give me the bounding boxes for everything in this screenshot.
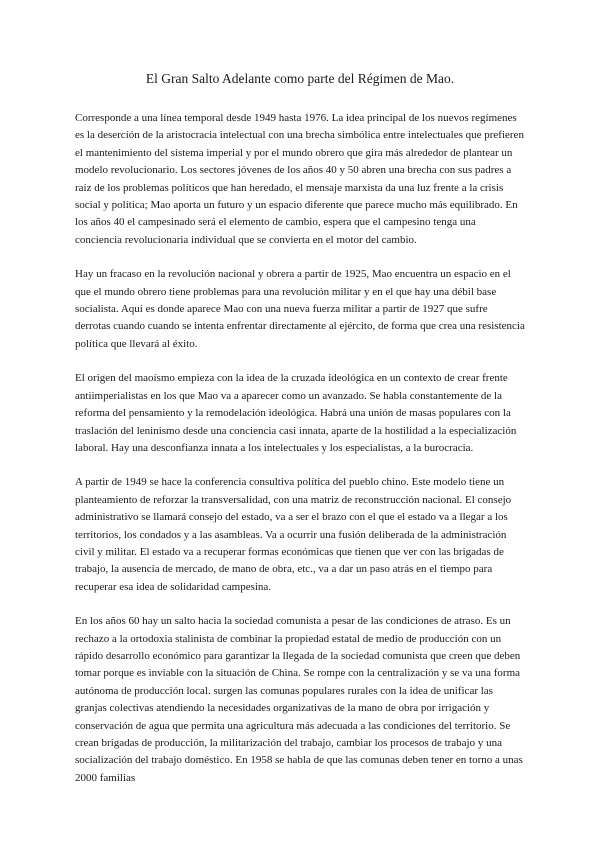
paragraph-4: A partir de 1949 se hace la conferencia consultiva política del pueblo chino. Este modelo tiene un planteamiento de reforzar la transversalidad, con una matriz de reconstrucción nacional. El consejo administrativo se llamará consejo del estado, va a ser el brazo con el que el estado va a llegar a los territorios, los condados y a las asambleas. Va a ocurrir una fusión deliberada de la administración civil y militar. El estado va a recuperar formas económicas que tienen que ver con las brigadas de trabajo, la ausencia de mercado, de mano de obra, etc., va a dar un paso atrás en el tiempo para recuperar esa idea de solidaridad campesina. [75, 476, 512, 593]
paragraph-1: Corresponde a una línea temporal desde 1949 hasta 1976. La idea principal de los nuevos regímenes es la deserción de la aristocracia intelectual con una brecha simbólica entre intelectuales que prefieren el mantenimiento del sistema imperial y por el mundo obrero que gira más alrededor de plantear un modelo revolucionario. Los sectores jóvenes de los años 40 y 50 abren una brecha con sus padres a raíz de los problemas políticos que han heredado, el mensaje marxista da una luz frente a la crisis social y política; Mao aporta un futuro y un espacio diferente que parece mucho más equilibrado. En los años 40 el campesinado será el elemento de cambio, espera que el campesino tenga una conciencia revolucionaria individual que se convierta en el motor del cambio. [75, 112, 524, 246]
paragraph-3: El origen del maoísmo empieza con la idea de la cruzada ideológica en un contexto de crear frente antiimperialistas en los que Mao va a aparecer como un avanzado. Se habla constantemente de la reforma del pensamiento y la remodelación ideológica. Habrá una unión de masas populares con la traslación del leninismo desde una conciencia casi innata, aparte de la hostilidad a la especialización laboral. Hay una desconfianza innata a los intelectuales y los especialistas, a la burocracia. [75, 372, 517, 454]
paragraph-2: Hay un fracaso en la revolución nacional y obrera a partir de 1925, Mao encuentra un espacio en el que el mundo obrero tiene problemas para una revolución militar y en el que hay una débil base socialista. Aquí es donde aparece Mao con una nueva fuerza militar a partir de 1927 que sufre derrotas cuando cuando se intenta enfrentar directamente al ejército, de forma que crea una resistencia política que llevará al éxito. [75, 268, 525, 350]
paragraph-5: En los años 60 hay un salto hacia la sociedad comunista a pesar de las condiciones de atraso. Es un rechazo a la ortodoxia stalinista de combinar la propiedad estatal de medio de producción con un rápido desarrollo económico para garantizar la llegada de la sociedad comunista que creen que deben tomar porque es inviable con la situación de China. Se rompe con la centralización y se va una forma autónoma de producción local. surgen las comunas populares rurales con la idea de unificar las granjas colectivas atendiendo la necesidades organizativas de la mano de obra por irrigación y conservación de agua que permita una agricultura más adecuada a las condiciones del territorio. Se crean brigadas de producción, la militarización del trabajo, cambiar los procesos de trabajo y una socialización del trabajo doméstico. En 1958 se habla de que las comunas deben tener en torno a unas 2000 familias [75, 615, 523, 784]
document-title: El Gran Salto Adelante como parte del Régimen de Mao. [145, 71, 455, 86]
